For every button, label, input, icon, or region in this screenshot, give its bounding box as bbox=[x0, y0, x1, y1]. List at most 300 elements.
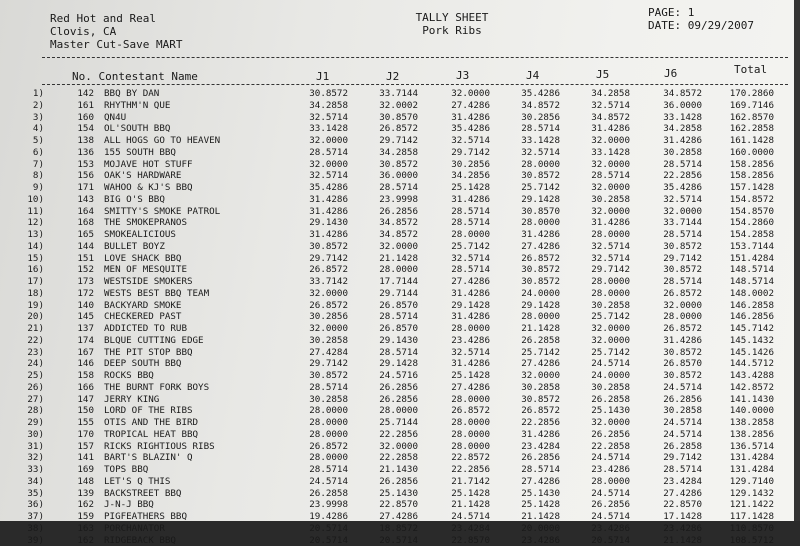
table-row bbox=[0, 135, 800, 147]
judge-3-score: 28.0000 bbox=[428, 441, 490, 453]
contestant-number: 170 bbox=[54, 429, 94, 441]
judge-3-score: 32.5714 bbox=[428, 347, 490, 359]
contestant-name: 155 SOUTH BBQ bbox=[104, 147, 176, 159]
contestant-number: 152 bbox=[54, 264, 94, 276]
judge-2-score: 20.5714 bbox=[356, 535, 418, 546]
top-divider bbox=[42, 57, 788, 58]
judge-4-score: 30.8570 bbox=[498, 206, 560, 218]
judge-5-score: 32.0000 bbox=[568, 159, 630, 171]
total-score: 138.2858 bbox=[708, 417, 774, 429]
contestant-number: 146 bbox=[54, 358, 94, 370]
judge-3-score: 27.4286 bbox=[428, 276, 490, 288]
total-score: 169.7146 bbox=[708, 100, 774, 112]
judge-4-score: 27.4286 bbox=[498, 476, 560, 488]
row-rank: 1) bbox=[10, 88, 44, 100]
contestant-number: 144 bbox=[54, 241, 94, 253]
judge-4-score: 31.4286 bbox=[498, 229, 560, 241]
total-score: 138.2856 bbox=[708, 429, 774, 441]
judge-3-score: 28.5714 bbox=[428, 206, 490, 218]
judge-2-score: 25.1430 bbox=[356, 488, 418, 500]
contestant-number: 161 bbox=[54, 100, 94, 112]
table-row bbox=[0, 311, 800, 323]
judge-6-score: 22.2856 bbox=[640, 170, 702, 182]
table-row bbox=[0, 253, 800, 265]
contestant-number: 138 bbox=[54, 135, 94, 147]
judge-3-score: 28.0000 bbox=[428, 417, 490, 429]
judge-6-score: 21.1428 bbox=[640, 535, 702, 546]
judge-6-score: 26.2856 bbox=[640, 394, 702, 406]
judge-1-score: 32.0000 bbox=[286, 323, 348, 335]
table-row bbox=[0, 217, 800, 229]
contestant-number: 169 bbox=[54, 464, 94, 476]
judge-5-score: 22.2858 bbox=[568, 441, 630, 453]
contestant-name: ALL HOGS GO TO HEAVEN bbox=[104, 135, 220, 147]
contestant-number: 153 bbox=[54, 159, 94, 171]
contestant-name: THE PIT STOP BBQ bbox=[104, 347, 193, 359]
judge-5-score: 32.0000 bbox=[568, 182, 630, 194]
contestant-number: 143 bbox=[54, 194, 94, 206]
judge-4-score: 28.5714 bbox=[498, 123, 560, 135]
judge-6-score: 28.0000 bbox=[640, 311, 702, 323]
judge-2-score: 26.2856 bbox=[356, 382, 418, 394]
judge-4-score: 21.1428 bbox=[498, 323, 560, 335]
judge-3-score: 28.5714 bbox=[428, 264, 490, 276]
judge-2-score: 26.8572 bbox=[356, 123, 418, 135]
judge-6-score: 28.5714 bbox=[640, 159, 702, 171]
row-rank: 14) bbox=[10, 241, 44, 253]
judge-2-score: 28.0000 bbox=[356, 264, 418, 276]
judge-2-score: 28.5714 bbox=[356, 347, 418, 359]
judge-3-score: 31.4286 bbox=[428, 288, 490, 300]
total-score: 145.7142 bbox=[708, 323, 774, 335]
table-row bbox=[0, 170, 800, 182]
judge-6-score: 35.4286 bbox=[640, 182, 702, 194]
total-score: 161.1428 bbox=[708, 135, 774, 147]
judge-5-score: 32.0000 bbox=[568, 206, 630, 218]
page-number: PAGE: 1 bbox=[648, 6, 754, 19]
judge-4-score: 30.2856 bbox=[498, 112, 560, 124]
judge-5-score: 32.5714 bbox=[568, 253, 630, 265]
judge-1-score: 29.1430 bbox=[286, 217, 348, 229]
judge-1-score: 19.4286 bbox=[286, 511, 348, 523]
table-row bbox=[0, 417, 800, 429]
judge-3-score: 28.0000 bbox=[428, 323, 490, 335]
header-j4: J4 bbox=[526, 69, 539, 82]
judge-1-score: 28.0000 bbox=[286, 452, 348, 464]
judge-2-score: 26.8570 bbox=[356, 323, 418, 335]
judge-4-score: 29.1428 bbox=[498, 194, 560, 206]
total-score: 170.2860 bbox=[708, 88, 774, 100]
judge-4-score: 29.1428 bbox=[498, 300, 560, 312]
judge-3-score: 26.8572 bbox=[428, 405, 490, 417]
contestant-name: OL'SOUTH BBQ bbox=[104, 123, 170, 135]
judge-6-score: 29.7142 bbox=[640, 253, 702, 265]
table-row bbox=[0, 452, 800, 464]
judge-6-score: 17.1428 bbox=[640, 511, 702, 523]
table-row bbox=[0, 229, 800, 241]
contestant-name: THE SMOKEPRANOS bbox=[104, 217, 187, 229]
judge-4-score: 25.7142 bbox=[498, 182, 560, 194]
row-rank: 37) bbox=[10, 511, 44, 523]
contestant-number: 145 bbox=[54, 311, 94, 323]
judge-6-score: 33.7144 bbox=[640, 217, 702, 229]
row-rank: 28) bbox=[10, 405, 44, 417]
judge-5-score: 34.2858 bbox=[568, 88, 630, 100]
row-rank: 26) bbox=[10, 382, 44, 394]
total-score: 110.8570 bbox=[708, 523, 774, 535]
row-rank: 18) bbox=[10, 288, 44, 300]
judge-2-score: 33.7144 bbox=[356, 88, 418, 100]
total-score: 162.2858 bbox=[708, 123, 774, 135]
judge-6-score: 28.5714 bbox=[640, 276, 702, 288]
contestant-name: BACKYARD SMOKE bbox=[104, 300, 181, 312]
judge-2-score: 26.2856 bbox=[356, 206, 418, 218]
judge-4-score: 23.4286 bbox=[498, 535, 560, 546]
judge-4-score: 26.8572 bbox=[498, 253, 560, 265]
table-row bbox=[0, 100, 800, 112]
contestant-name: TOPS BBQ bbox=[104, 464, 148, 476]
judge-3-score: 25.1428 bbox=[428, 182, 490, 194]
contestant-number: 171 bbox=[54, 182, 94, 194]
judge-3-score: 31.4286 bbox=[428, 194, 490, 206]
total-score: 131.4284 bbox=[708, 464, 774, 476]
judge-2-score: 29.7144 bbox=[356, 288, 418, 300]
row-rank: 13) bbox=[10, 229, 44, 241]
judge-1-score: 31.4286 bbox=[286, 194, 348, 206]
contestant-name: WESTSIDE SMOKERS bbox=[104, 276, 193, 288]
row-rank: 7) bbox=[10, 159, 44, 171]
judge-1-score: 26.8572 bbox=[286, 441, 348, 453]
judge-4-score: 26.2856 bbox=[498, 452, 560, 464]
table-row bbox=[0, 347, 800, 359]
contestant-name: PIGFEATHERS BBQ bbox=[104, 511, 187, 523]
judge-2-score: 28.0000 bbox=[356, 405, 418, 417]
table-row bbox=[0, 159, 800, 171]
judge-5-score: 28.0000 bbox=[568, 276, 630, 288]
judge-6-score: 26.8572 bbox=[640, 323, 702, 335]
event-sponsor: Master Cut-Save MART bbox=[50, 38, 182, 51]
judge-6-score: 36.0000 bbox=[640, 100, 702, 112]
table-row bbox=[0, 288, 800, 300]
judge-6-score: 30.2858 bbox=[640, 405, 702, 417]
judge-6-score: 27.4286 bbox=[640, 488, 702, 500]
judge-1-score: 30.8572 bbox=[286, 241, 348, 253]
judge-1-score: 28.5714 bbox=[286, 464, 348, 476]
table-row bbox=[0, 323, 800, 335]
contestant-name: BBQ BY DAN bbox=[104, 88, 159, 100]
judge-1-score: 30.2856 bbox=[286, 311, 348, 323]
contestant-number: 164 bbox=[54, 206, 94, 218]
judge-2-score: 26.8570 bbox=[356, 300, 418, 312]
contestant-number: 142 bbox=[54, 88, 94, 100]
sheet-title-block bbox=[392, 11, 512, 37]
contestant-number: 140 bbox=[54, 300, 94, 312]
contestant-number: 165 bbox=[54, 229, 94, 241]
row-rank: 4) bbox=[10, 123, 44, 135]
judge-1-score: 34.2858 bbox=[286, 100, 348, 112]
judge-4-score: 32.0000 bbox=[498, 370, 560, 382]
contestant-number: 162 bbox=[54, 535, 94, 546]
contestant-name: LORD OF THE RIBS bbox=[104, 405, 193, 417]
judge-6-score: 34.2858 bbox=[640, 123, 702, 135]
judge-6-score: 28.5714 bbox=[640, 229, 702, 241]
judge-5-score: 25.7142 bbox=[568, 311, 630, 323]
table-row bbox=[0, 335, 800, 347]
total-score: 146.2858 bbox=[708, 300, 774, 312]
total-score: 131.4284 bbox=[708, 452, 774, 464]
judge-4-score: 33.1428 bbox=[498, 135, 560, 147]
judge-3-score: 28.0000 bbox=[428, 429, 490, 441]
header-j3: J3 bbox=[456, 69, 469, 82]
row-rank: 32) bbox=[10, 452, 44, 464]
judge-2-score: 34.2858 bbox=[356, 147, 418, 159]
judge-4-score: 26.2858 bbox=[498, 335, 560, 347]
row-rank: 3) bbox=[10, 112, 44, 124]
table-row bbox=[0, 264, 800, 276]
row-rank: 23) bbox=[10, 347, 44, 359]
judge-3-score: 25.1428 bbox=[428, 488, 490, 500]
judge-6-score: 30.8572 bbox=[640, 370, 702, 382]
judge-5-score: 26.2858 bbox=[568, 394, 630, 406]
total-score: 121.1422 bbox=[708, 499, 774, 511]
table-row bbox=[0, 476, 800, 488]
contestant-number: 167 bbox=[54, 347, 94, 359]
judge-2-score: 21.1430 bbox=[356, 464, 418, 476]
judge-6-score: 29.7142 bbox=[640, 452, 702, 464]
judge-3-score: 32.5714 bbox=[428, 253, 490, 265]
row-rank: 20) bbox=[10, 311, 44, 323]
judge-2-score: 30.8572 bbox=[356, 159, 418, 171]
judge-4-score: 34.8572 bbox=[498, 100, 560, 112]
judge-5-score: 24.5714 bbox=[568, 452, 630, 464]
judge-5-score: 24.0000 bbox=[568, 370, 630, 382]
judge-5-score: 26.2856 bbox=[568, 429, 630, 441]
judge-2-score: 28.5714 bbox=[356, 182, 418, 194]
judge-4-score: 25.1430 bbox=[498, 488, 560, 500]
judge-5-score: 31.4286 bbox=[568, 123, 630, 135]
row-rank: 31) bbox=[10, 441, 44, 453]
row-rank: 24) bbox=[10, 358, 44, 370]
judge-1-score: 29.7142 bbox=[286, 253, 348, 265]
judge-4-score: 31.4286 bbox=[498, 429, 560, 441]
table-row bbox=[0, 394, 800, 406]
contestant-name: ROCKS BBQ bbox=[104, 370, 154, 382]
total-score: 140.0000 bbox=[708, 405, 774, 417]
category-name: Pork Ribs bbox=[392, 24, 512, 37]
judge-5-score: 32.5714 bbox=[568, 100, 630, 112]
judge-2-score: 34.8572 bbox=[356, 229, 418, 241]
judge-1-score: 29.7142 bbox=[286, 358, 348, 370]
total-score: 148.5714 bbox=[708, 264, 774, 276]
total-score: 157.1428 bbox=[708, 182, 774, 194]
judge-4-score: 30.2858 bbox=[498, 382, 560, 394]
judge-4-score: 32.5714 bbox=[498, 147, 560, 159]
judge-3-score: 31.4286 bbox=[428, 311, 490, 323]
judge-5-score: 30.2858 bbox=[568, 194, 630, 206]
event-location: Clovis, CA bbox=[50, 25, 182, 38]
judge-1-score: 32.5714 bbox=[286, 170, 348, 182]
row-rank: 34) bbox=[10, 476, 44, 488]
judge-1-score: 23.9998 bbox=[286, 499, 348, 511]
row-rank: 36) bbox=[10, 499, 44, 511]
judge-4-score: 28.0000 bbox=[498, 217, 560, 229]
judge-5-score: 24.5714 bbox=[568, 511, 630, 523]
total-score: 145.1426 bbox=[708, 347, 774, 359]
judge-3-score: 25.1428 bbox=[428, 370, 490, 382]
total-score: 154.2858 bbox=[708, 229, 774, 241]
judge-3-score: 23.4284 bbox=[428, 523, 490, 535]
judge-1-score: 35.4286 bbox=[286, 182, 348, 194]
row-rank: 6) bbox=[10, 147, 44, 159]
judge-1-score: 30.2858 bbox=[286, 394, 348, 406]
contestant-number: 157 bbox=[54, 441, 94, 453]
judge-2-score: 17.7144 bbox=[356, 276, 418, 288]
judge-3-score: 21.7142 bbox=[428, 476, 490, 488]
judge-6-score: 34.8572 bbox=[640, 88, 702, 100]
judge-2-score: 26.2856 bbox=[356, 394, 418, 406]
judge-1-score: 28.5714 bbox=[286, 382, 348, 394]
contestant-name: BART'S BLAZIN' Q bbox=[104, 452, 193, 464]
judge-2-score: 29.1430 bbox=[356, 335, 418, 347]
judge-4-score: 28.5714 bbox=[498, 464, 560, 476]
judge-6-score: 23.4286 bbox=[640, 523, 702, 535]
contestant-name: CHECKERED PAST bbox=[104, 311, 181, 323]
judge-5-score: 32.0000 bbox=[568, 135, 630, 147]
judge-3-score: 29.7142 bbox=[428, 147, 490, 159]
contestant-name: JERRY KING bbox=[104, 394, 159, 406]
row-rank: 19) bbox=[10, 300, 44, 312]
judge-6-score: 32.5714 bbox=[640, 194, 702, 206]
contestant-number: 141 bbox=[54, 452, 94, 464]
sheet-date: DATE: 09/29/2007 bbox=[648, 19, 754, 32]
judge-5-score: 30.2858 bbox=[568, 382, 630, 394]
row-rank: 29) bbox=[10, 417, 44, 429]
judge-1-score: 26.2858 bbox=[286, 488, 348, 500]
contestant-name: MEN OF MESQUITE bbox=[104, 264, 187, 276]
judge-5-score: 26.2856 bbox=[568, 499, 630, 511]
contestant-name: BACKSTREET BBQ bbox=[104, 488, 181, 500]
judge-1-score: 33.7142 bbox=[286, 276, 348, 288]
total-score: 158.2856 bbox=[708, 159, 774, 171]
judge-2-score: 34.8572 bbox=[356, 217, 418, 229]
judge-3-score: 25.7142 bbox=[428, 241, 490, 253]
judge-2-score: 23.9998 bbox=[356, 194, 418, 206]
contestant-number: 151 bbox=[54, 253, 94, 265]
contestant-name: QN4U bbox=[104, 112, 126, 124]
row-rank: 8) bbox=[10, 170, 44, 182]
judge-4-score: 35.4286 bbox=[498, 88, 560, 100]
judge-5-score: 32.0000 bbox=[568, 335, 630, 347]
total-score: 141.1430 bbox=[708, 394, 774, 406]
judge-3-score: 27.4286 bbox=[428, 100, 490, 112]
judge-3-score: 32.5714 bbox=[428, 135, 490, 147]
header-j5: J5 bbox=[596, 68, 609, 81]
sheet-title: TALLY SHEET bbox=[392, 11, 512, 24]
row-rank: 39) bbox=[10, 535, 44, 546]
total-score: 144.5712 bbox=[708, 358, 774, 370]
table-row bbox=[0, 511, 800, 523]
row-rank: 35) bbox=[10, 488, 44, 500]
judge-5-score: 32.5714 bbox=[568, 241, 630, 253]
table-row bbox=[0, 370, 800, 382]
judge-1-score: 20.5714 bbox=[286, 523, 348, 535]
judge-4-score: 30.8572 bbox=[498, 394, 560, 406]
contestant-number: 150 bbox=[54, 405, 94, 417]
table-row bbox=[0, 523, 800, 535]
judge-3-score: 22.2856 bbox=[428, 464, 490, 476]
judge-2-score: 32.0000 bbox=[356, 241, 418, 253]
judge-1-score: 32.0000 bbox=[286, 135, 348, 147]
judge-6-score: 24.5714 bbox=[640, 382, 702, 394]
judge-5-score: 28.5714 bbox=[568, 170, 630, 182]
judge-1-score: 31.4286 bbox=[286, 206, 348, 218]
judge-4-score: 27.4286 bbox=[498, 241, 560, 253]
total-score: 160.0000 bbox=[708, 147, 774, 159]
judge-4-score: 30.8572 bbox=[498, 264, 560, 276]
judge-4-score: 26.8572 bbox=[498, 405, 560, 417]
judge-4-score: 25.1428 bbox=[498, 499, 560, 511]
judge-2-score: 29.7142 bbox=[356, 135, 418, 147]
row-rank: 33) bbox=[10, 464, 44, 476]
judge-6-score: 30.8572 bbox=[640, 264, 702, 276]
contestant-name: TROPICAL HEAT BBQ bbox=[104, 429, 198, 441]
judge-3-score: 22.8572 bbox=[428, 452, 490, 464]
contestant-number: 154 bbox=[54, 123, 94, 135]
judge-4-score: 30.8572 bbox=[498, 170, 560, 182]
contestant-number: 158 bbox=[54, 370, 94, 382]
judge-3-score: 31.4286 bbox=[428, 358, 490, 370]
total-score: 143.4288 bbox=[708, 370, 774, 382]
row-rank: 10) bbox=[10, 194, 44, 206]
judge-1-score: 28.0000 bbox=[286, 417, 348, 429]
judge-4-score: 24.0000 bbox=[498, 288, 560, 300]
judge-1-score: 28.0000 bbox=[286, 429, 348, 441]
total-score: 162.8570 bbox=[708, 112, 774, 124]
judge-4-score: 21.1428 bbox=[498, 511, 560, 523]
total-score: 148.5714 bbox=[708, 276, 774, 288]
table-row bbox=[0, 206, 800, 218]
judge-4-score: 27.4286 bbox=[498, 358, 560, 370]
judge-2-score: 26.2856 bbox=[356, 476, 418, 488]
judge-2-score: 27.4286 bbox=[356, 511, 418, 523]
judge-5-score: 29.7142 bbox=[568, 264, 630, 276]
judge-1-score: 31.4286 bbox=[286, 229, 348, 241]
contestant-number: 168 bbox=[54, 217, 94, 229]
table-row bbox=[0, 464, 800, 476]
table-row bbox=[0, 123, 800, 135]
total-score: 142.8572 bbox=[708, 382, 774, 394]
judge-2-score: 22.2858 bbox=[356, 452, 418, 464]
row-rank: 22) bbox=[10, 335, 44, 347]
table-row bbox=[0, 429, 800, 441]
contestant-name: THE BURNT FORK BOYS bbox=[104, 382, 209, 394]
page-info bbox=[648, 6, 754, 32]
judge-5-score: 32.0000 bbox=[568, 323, 630, 335]
judge-5-score: 23.4286 bbox=[568, 464, 630, 476]
total-score: 153.7144 bbox=[708, 241, 774, 253]
contestant-name: BULLET BOYZ bbox=[104, 241, 165, 253]
judge-6-score: 33.1428 bbox=[640, 112, 702, 124]
judge-5-score: 34.8572 bbox=[568, 112, 630, 124]
judge-2-score: 36.0000 bbox=[356, 170, 418, 182]
row-rank: 21) bbox=[10, 323, 44, 335]
contestant-name: LET'S Q THIS bbox=[104, 476, 170, 488]
judge-3-score: 21.1428 bbox=[428, 499, 490, 511]
judge-4-score: 23.4284 bbox=[498, 441, 560, 453]
judge-6-score: 26.8572 bbox=[640, 288, 702, 300]
judge-4-score: 28.0000 bbox=[498, 311, 560, 323]
total-score: 154.2860 bbox=[708, 217, 774, 229]
